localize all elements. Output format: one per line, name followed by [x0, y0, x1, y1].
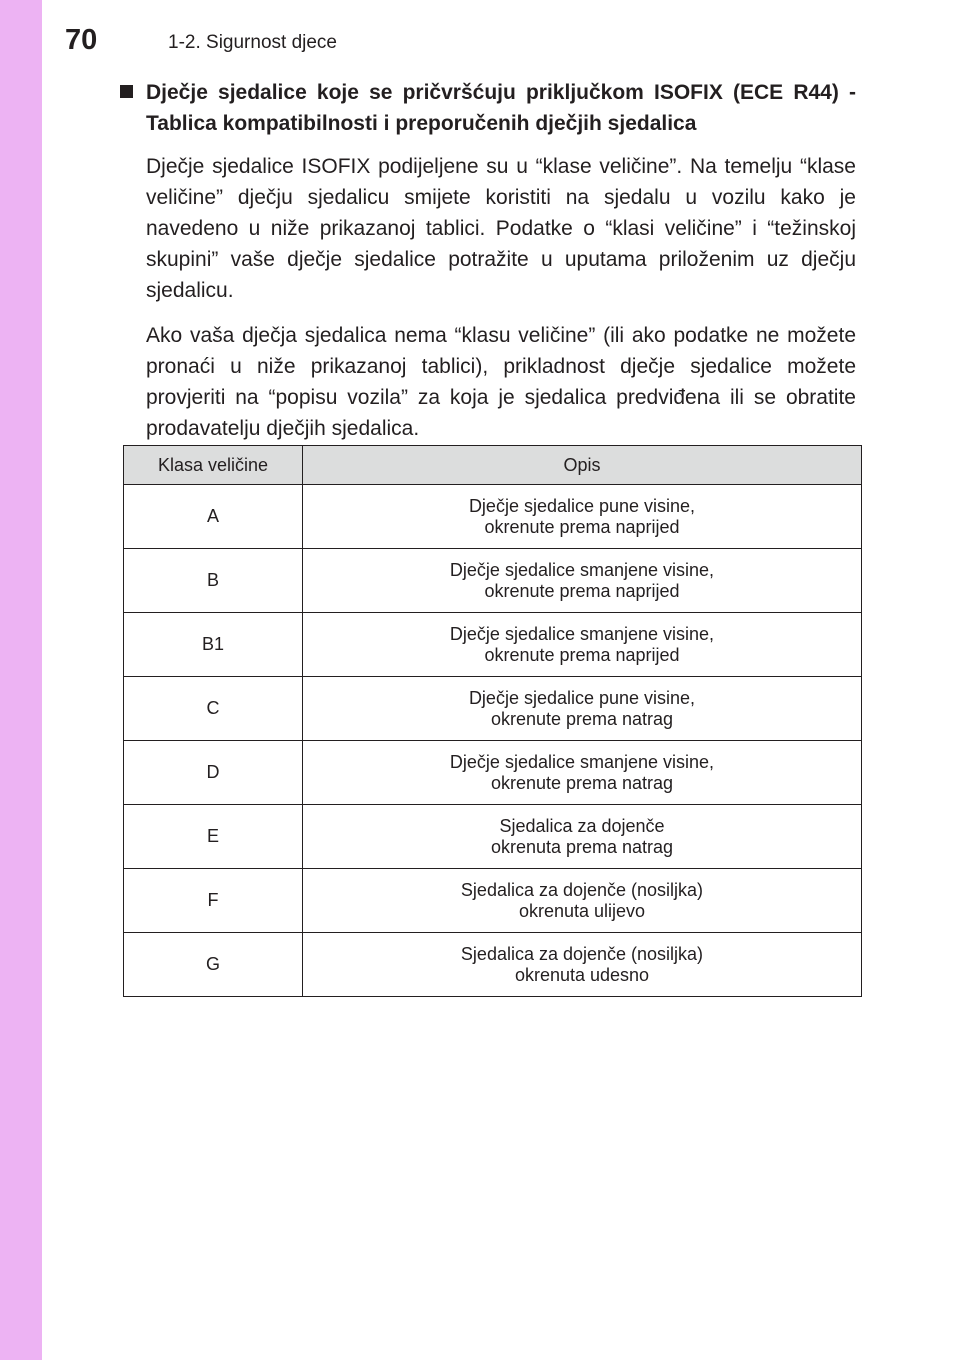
description-line: okrenute prema natrag — [490, 772, 674, 793]
description-line: Sjedalica za dojenče (nosiljka) — [460, 943, 704, 964]
column-header-class: Klasa veličine — [124, 446, 303, 485]
size-class-cell: B — [124, 549, 303, 613]
description-line: okrenuta ulijevo — [518, 900, 646, 921]
table-row — [124, 869, 862, 933]
description-cell — [303, 869, 862, 933]
description-line: okrenuta udesno — [514, 964, 650, 985]
size-class-cell: B1 — [124, 613, 303, 677]
section-heading — [120, 77, 856, 139]
description-cell — [303, 933, 862, 997]
size-class-cell: A — [124, 485, 303, 549]
section-title: 1-2. Sigurnost djece — [168, 32, 337, 53]
description-cell — [303, 677, 862, 741]
description-cell — [303, 741, 862, 805]
square-bullet-icon — [120, 85, 133, 98]
size-class-cell: C — [124, 677, 303, 741]
description-cell — [303, 613, 862, 677]
description-cell — [303, 805, 862, 869]
paragraph: Dječje sjedalice ISOFIX podijeljene su u “klase veličine”. Na temelju “klase veličine” dječju sjedalicu smijete koristiti na sjedalu u vozilu kako je navedeno u niže prikazanoj tablici. Podatke o “klasi veličine” i “težinskoj skupini” vaše dječje sjedalice potražite u uputama priloženim uz dječju sjedalicu. — [146, 155, 856, 302]
size-class-table — [123, 445, 862, 997]
paragraph: Ako vaša dječja sjedalica nema “klasu veličine” (ili ako podatke ne možete pronaći u niže prikazanoj tablici), prikladnost dječje sjedalice možete provjeriti na “popisu vozila” za koja je sjedalica predviđena ili se obratite prodavatelju dječjih sjedalica. — [146, 324, 856, 440]
table-row — [124, 485, 862, 549]
size-class-cell: D — [124, 741, 303, 805]
description-line: Dječje sjedalice pune visine, — [468, 495, 696, 516]
description-cell — [303, 549, 862, 613]
description-line: okrenute prema naprijed — [484, 580, 680, 601]
table-row — [124, 741, 862, 805]
description-line: Dječje sjedalice smanjene visine, — [449, 559, 715, 580]
main-content — [120, 77, 856, 444]
description-line: okrenute prema natrag — [490, 708, 674, 729]
description-line: Sjedalica za dojenče (nosiljka) — [460, 879, 704, 900]
table-row — [124, 805, 862, 869]
table-row — [124, 677, 862, 741]
description-cell — [303, 485, 862, 549]
side-color-band — [0, 0, 42, 1360]
description-line: Dječje sjedalice smanjene visine, — [449, 751, 715, 772]
page-number: 70 — [65, 24, 98, 56]
description-line: okrenute prema naprijed — [484, 516, 680, 537]
table-header-row — [124, 446, 862, 485]
column-header-description: Opis — [303, 446, 862, 485]
table-row — [124, 933, 862, 997]
table-row — [124, 549, 862, 613]
description-line: okrenute prema naprijed — [484, 644, 680, 665]
section-heading-text: Dječje sjedalice koje se pričvršćuju priključkom ISOFIX (ECE R44) - Tablica kompatibilnosti i preporučenih dječjih sjedalica — [146, 81, 856, 135]
description-line: Sjedalica za dojenče — [499, 815, 665, 836]
size-class-cell: F — [124, 869, 303, 933]
size-class-cell: G — [124, 933, 303, 997]
description-line: Dječje sjedalice smanjene visine, — [449, 623, 715, 644]
description-line: Dječje sjedalice pune visine, — [468, 687, 696, 708]
table-row — [124, 613, 862, 677]
size-class-cell: E — [124, 805, 303, 869]
description-line: okrenuta prema natrag — [490, 836, 674, 857]
